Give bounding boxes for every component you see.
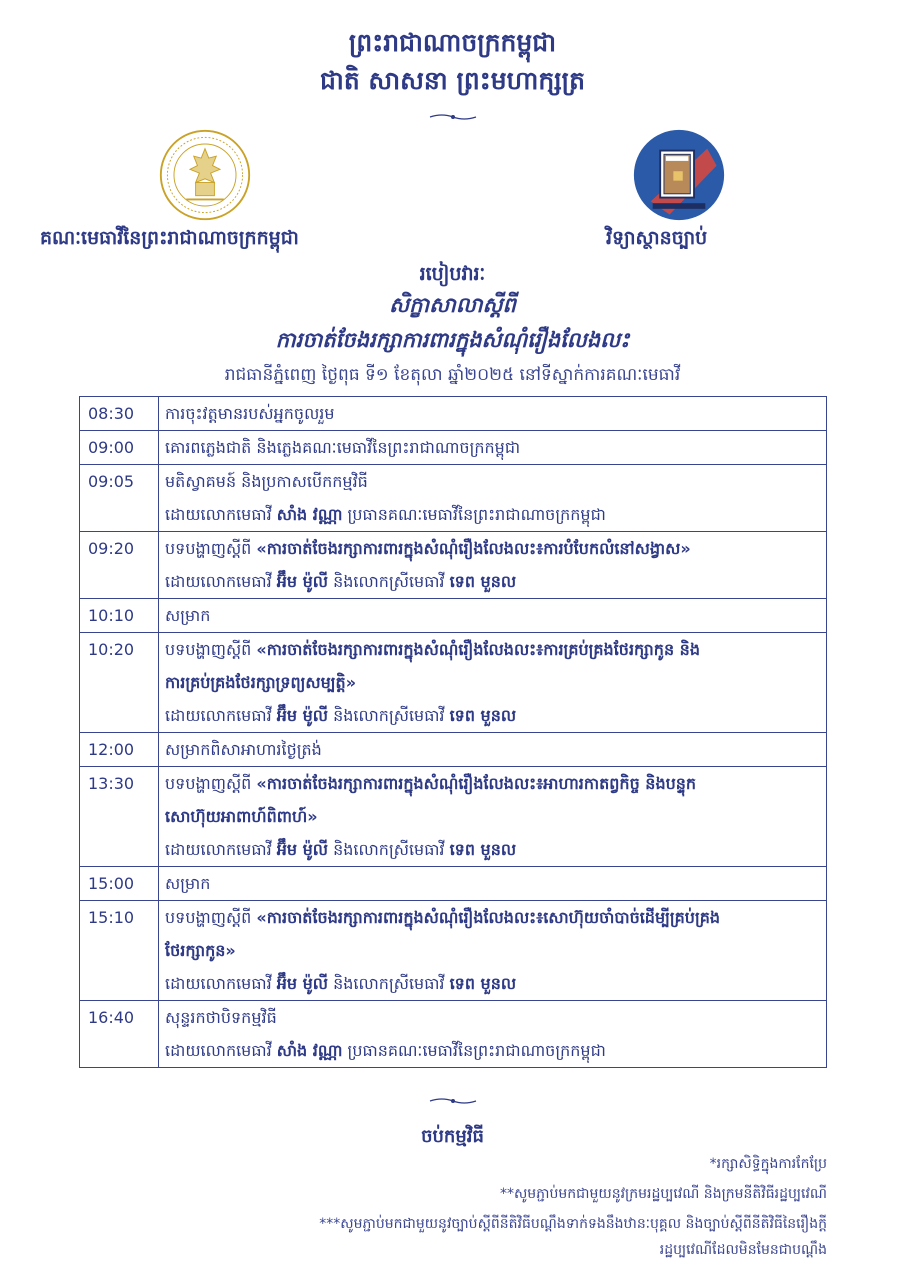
activity-emphasis: អ៊ឹម ម៉ូលី [276,572,329,591]
schedule-time: 16:40 [80,1001,159,1068]
schedule-activity [159,397,827,431]
activity-text: និងលោកស្រីមេធាវី [328,840,450,859]
activity-line [165,901,820,934]
activity-text: បទបង្ហាញស្តីពី [165,539,257,558]
activity-emphasis: «ការចាត់ចែងរក្សាការពារក្នុងសំណុំរឿងលែងលះ៖អាហារកាតព្វកិច្ច និងបន្ទុក [256,774,697,793]
activity-line [165,967,820,1000]
activity-line [165,465,820,498]
activity-text: សម្រាក [165,874,211,893]
schedule-activity [159,901,827,1001]
schedule-activity [159,599,827,633]
ornament-divider-icon [428,112,478,122]
topic-heading: ការចាត់ចែងរក្សាការពារក្នុងសំណុំរឿងលែងលះ [275,328,630,352]
organizer-bar-association: គណៈមេធាវីនៃព្រះរាជាណាចក្រកម្ពុជា [40,227,299,249]
activity-emphasis: អ៊ឹម ម៉ូលី [276,706,329,725]
activity-line [165,833,820,866]
activity-emphasis: អ៊ឹម ម៉ូលី [276,974,329,993]
table-row [80,633,827,733]
activity-text: ដោយលោកមេធាវី [165,974,277,993]
schedule-time: 15:10 [80,901,159,1001]
activity-emphasis: សោហ៊ុយអាពាហ៍ពិពាហ៍» [165,807,318,826]
activity-line [165,1001,820,1034]
activity-line [165,1034,820,1067]
table-row [80,767,827,867]
activity-text: ដោយលោកមេធាវី [165,1041,277,1060]
activity-emphasis: សាំង វណ្ណា [276,1041,343,1060]
activity-line [165,767,820,800]
ornament-divider-icon [428,1096,478,1106]
activity-text: សម្រាកពិសាអាហារថ្ងៃត្រង់ [165,740,322,759]
schedule-time: 15:00 [80,867,159,901]
event-heading: សិក្ខាសាលាស្តីពី [389,293,516,317]
activity-line [165,599,820,632]
activity-emphasis: អ៊ឹម ម៉ូលី [276,840,329,859]
schedule-time: 10:20 [80,633,159,733]
activity-line [165,733,820,766]
activity-text: បទបង្ហាញស្តីពី [165,908,257,927]
schedule-activity [159,867,827,901]
activity-text: ប្រធានគណៈមេធាវីនៃព្រះរាជាណាចក្រកម្ពុជា [342,1041,606,1060]
table-row [80,867,827,901]
schedule-time: 10:10 [80,599,159,633]
footnote-1: *រក្សាសិទ្ធិក្នុងការកែប្រែ [709,1156,827,1172]
schedule-activity [159,633,827,733]
date-place: រាជធានីភ្នំពេញ ថ្ងៃពុធ ទី១ ខែតុលា ឆ្នាំ២០២៥ នៅទីស្នាក់ការគណៈមេធាវី [224,365,681,385]
schedule-time: 09:20 [80,532,159,599]
activity-line [165,397,820,430]
national-motto: ជាតិ សាសនា ព្រះមហាក្សត្រ [320,66,585,95]
activity-text: សុន្ទរកថាបិទកម្មវិធី [165,1008,277,1027]
footnote-2: **សូមភ្ជាប់មកជាមួយនូវក្រមរដ្ឋប្បវេណី និងក្រមនីតិវិធីរដ្ឋប្បវេណី [499,1186,827,1202]
activity-text: ដោយលោកមេធាវី [165,505,277,524]
organizer-law-institute: វិទ្យាស្ថានច្បាប់ [606,227,708,249]
activity-text: បទបង្ហាញស្តីពី [165,774,257,793]
table-row [80,397,827,431]
activity-emphasis: ថែរក្សាកូន» [165,941,236,960]
program-end: ចប់កម្មវិធី [421,1126,484,1147]
schedule-activity [159,431,827,465]
schedule-activity [159,767,827,867]
activity-line [165,699,820,732]
activity-emphasis: ការគ្រប់គ្រងថែរក្សាទ្រព្យសម្បត្តិ» [165,673,357,692]
activity-text: ការចុះវត្តមានរបស់អ្នកចូលរួម [165,404,335,423]
activity-emphasis: ទេព មួនល [449,974,517,993]
table-row [80,599,827,633]
table-row [80,901,827,1001]
activity-text: និងលោកស្រីមេធាវី [328,706,450,725]
schedule-time: 09:00 [80,431,159,465]
schedule-activity [159,733,827,767]
activity-text: សម្រាក [165,606,211,625]
activity-line [165,633,820,666]
table-row [80,1001,827,1068]
activity-line [165,867,820,900]
activity-line [165,431,820,464]
schedule-time: 12:00 [80,733,159,767]
footnote-3-cont: រដ្ឋប្បវេណីដែលមិនមែនជាបណ្តឹង [659,1242,827,1258]
table-row [80,465,827,532]
kingdom-title: ព្រះរាជាណាចក្រកម្ពុជា [348,28,557,57]
activity-text: មតិស្វាគមន៍ និងប្រកាសបើកកម្មវិធី [165,472,368,491]
activity-line [165,498,820,531]
activity-line [165,666,820,699]
schedule-time: 09:05 [80,465,159,532]
schedule-activity [159,1001,827,1068]
schedule-table [79,396,827,1068]
seal-emblem-icon [158,128,252,222]
schedule-activity [159,532,827,599]
activity-text: បទបង្ហាញស្តីពី [165,640,257,659]
activity-text: គោរពភ្លេងជាតិ និងភ្លេងគណៈមេធាវីនៃព្រះរាជាណាចក្រកម្ពុជា [165,438,521,457]
activity-text: ដោយលោកមេធាវី [165,706,277,725]
activity-text: ប្រធានគណៈមេធាវីនៃព្រះរាជាណាចក្រកម្ពុជា [342,505,606,524]
table-row [80,431,827,465]
activity-emphasis: ទេព មួនល [449,572,517,591]
activity-emphasis: «ការចាត់ចែងរក្សាការពារក្នុងសំណុំរឿងលែងលះ៖សោហ៊ុយចាំបាច់ដើម្បីគ្រប់គ្រង [256,908,721,927]
footnote-3: ***សូមភ្ជាប់មកជាមួយនូវច្បាប់ស្តីពីនីតិវិធីបណ្តឹងទាក់ទងនឹងឋានៈបុគ្គល និងច្បាប់ស្តីពីនីតិវិធីនៃរឿងក្តី [319,1216,827,1232]
activity-emphasis: «ការចាត់ចែងរក្សាការពារក្នុងសំណុំរឿងលែងលះ៖ការបំបែកលំនៅសង្វាស» [256,539,691,558]
schedule-time: 13:30 [80,767,159,867]
activity-line [165,532,820,565]
table-row [80,733,827,767]
law-book-logo-icon [632,128,726,222]
table-row [80,532,827,599]
activity-text: ដោយលោកមេធាវី [165,572,277,591]
activity-text: ដោយលោកមេធាវី [165,840,277,859]
agenda-heading: របៀបវារៈ [419,263,486,285]
activity-emphasis: «ការចាត់ចែងរក្សាការពារក្នុងសំណុំរឿងលែងលះ៖ការគ្រប់គ្រងថែរក្សាកូន និង [256,640,700,659]
schedule-activity [159,465,827,532]
activity-emphasis: ទេព មួនល [449,840,517,859]
activity-line [165,800,820,833]
activity-emphasis: សាំង វណ្ណា [276,505,343,524]
activity-text: និងលោកស្រីមេធាវី [328,974,450,993]
activity-text: និងលោកស្រីមេធាវី [328,572,450,591]
activity-emphasis: ទេព មួនល [449,706,517,725]
schedule-time: 08:30 [80,397,159,431]
activity-line [165,934,820,967]
activity-line [165,565,820,598]
